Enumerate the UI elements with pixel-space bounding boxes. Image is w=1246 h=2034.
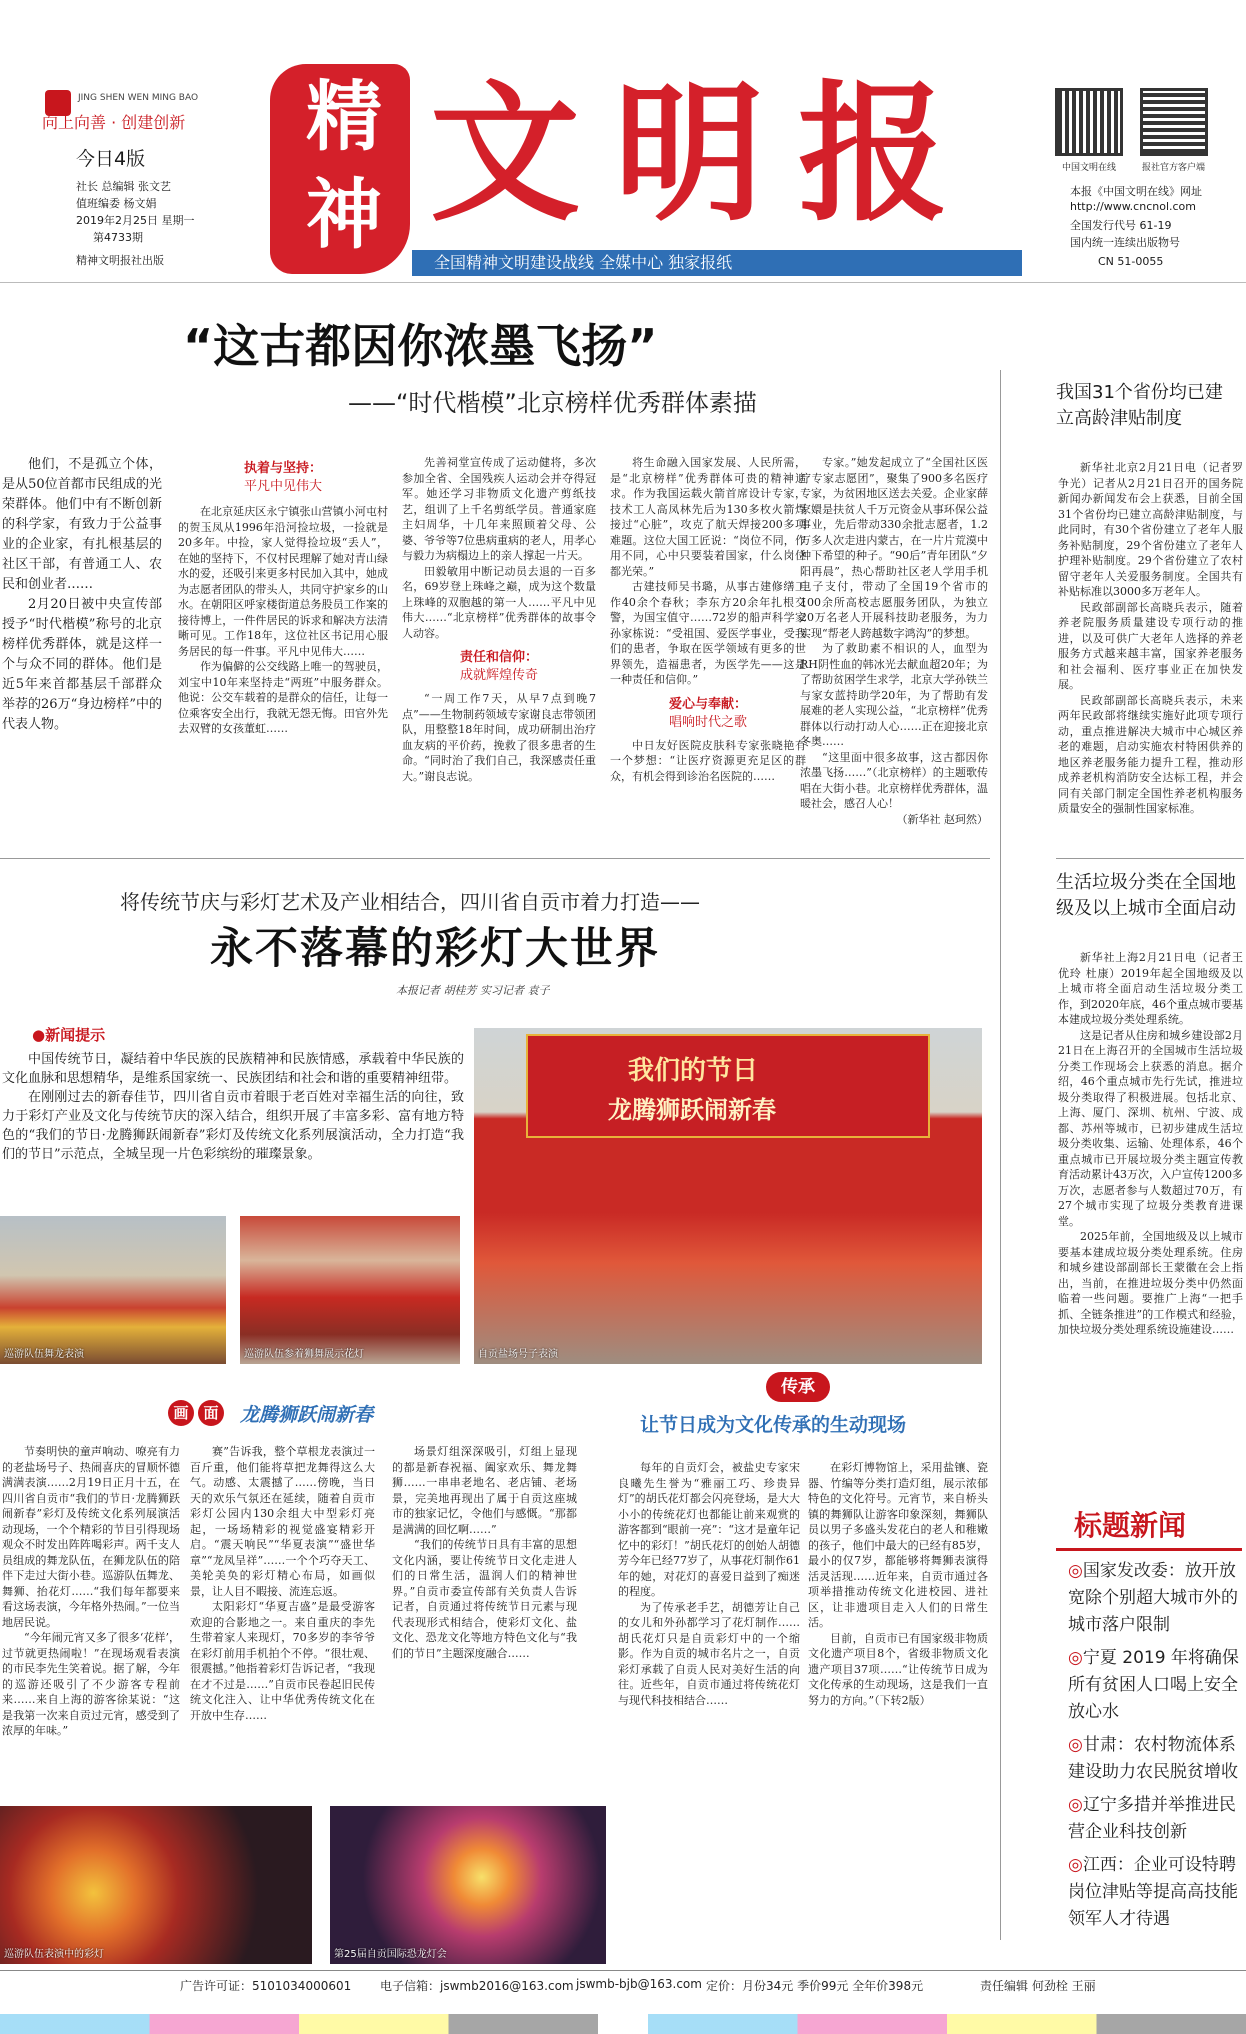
brief-text: 国家发改委：放开放宽除个别超大城市外的城市落户限制 (1068, 1561, 1238, 1635)
masthead-slogan: 向上向善 · 创建创新 (42, 113, 186, 132)
masthead-banner (412, 250, 1022, 276)
paragraph: 田毅敏用中断记动员去退的一百多名，69岁登上珠峰之巅，成为这个数量上珠峰的双胞越的第一人……平凡中见伟大……“北京榜样”优秀群体的故事令人动容。 (402, 564, 596, 640)
footer-email-1: 电子信箱：jswmb2016@163.com (380, 1979, 574, 1993)
paragraph: 在彩灯博物馆上，采用盐镶、瓷器、竹编等分类打造灯组，展示浓郁特色的文化符号。元宵节，来自桥头镇的舞狮队让游客印象深刻，舞狮队员以男子多盛头发花白的老人和稚嫩的孩子，他们中最大的已经有85岁，最小的仅7岁，都能够将舞狮表演得活灵活现……近年来，自贡市通过各项举措推动传统文化进校园、进社区，让非遗项目走入人们的日常生活。 (808, 1461, 988, 1629)
masthead-title: 文明报 (430, 66, 983, 242)
bullet-icon: ◎ (1068, 1735, 1083, 1755)
brief-item[interactable] (1068, 1792, 1242, 1846)
brief-item[interactable] (1068, 1558, 1242, 1639)
bullet-icon: ◎ (1068, 1648, 1083, 1668)
story1-title: “这古都因你浓墨飞扬” (183, 319, 658, 373)
editor-in-chief: 社长 总编辑 张文艺 (76, 180, 171, 193)
brief-text: 甘肃：农村物流体系建设助力农民脱贫增收 (1068, 1735, 1238, 1782)
section-heading: 执着与坚持： (243, 461, 322, 476)
qr-code-icon (1140, 88, 1208, 156)
news-tip-label: ●新闻提示 (32, 1026, 106, 1044)
section2-label (766, 1372, 830, 1402)
footer-email-2: jswmb-bjb@163.com (576, 1977, 702, 1991)
photo-caption: 巡游队伍表演中的彩灯 (4, 1949, 104, 1960)
paragraph: 中日友好医院皮肤科专家张晓艳有一个梦想：“让医疗资源更充足区的群众，有机会得到诊治名医院的…… (610, 738, 806, 783)
section1-label-char: 画 (173, 1404, 189, 1422)
photo-caption: 巡游队伍舞龙表演 (4, 1349, 84, 1360)
paragraph: 作为偏僻的公交线路上唯一的驾驶员，刘宝中10年来坚持走“两班”中服务群众。他说：公交车载着的是群众的信任，让每一位乘客安全出行，我就无怨无悔。田官外先去双臂的女孩董虹…… (178, 660, 388, 735)
briefs-title: 标题新闻 (1074, 1509, 1187, 1542)
photo-caption: 自贡盐场号子表演 (478, 1349, 558, 1360)
issue-date: 2019年2月25日 星期一 (76, 214, 195, 227)
paragraph: 2025年前，全国地级及以上城市要基本建成垃圾分类处理系统。住房和城乡建设部副部长王蒙徽在会上指出，当前，在推进垃圾分类中仍然面临着一些问题。要推广上海“一把手抓、全链条推进”的工作模式和经验，加快垃圾分类处理系统设施建设…… (1058, 1230, 1243, 1336)
brief-text: 江西：企业可设特聘岗位津贴等提高高技能领军人才待遇 (1068, 1855, 1238, 1929)
paragraph: 太阳彩灯“华夏吉盛”是最受游客欢迎的合影地之一。来自重庆的李先生带着家人来现灯，70多岁的李爷爷在彩灯前用手机拍个不停。“很壮观、很震撼。”他指着彩灯告诉记者，“我现在才不过是……”自贡市民卷起旧民传统文化注入、让中华优秀传统文化在开放中生存…… (190, 1600, 375, 1722)
section2-label-text: 传承 (781, 1377, 815, 1397)
paragraph: 新华社上海2月21日电（记者王优玲 杜康）2019年起全国地级及以上城市将全面启动生活垃圾分类工作，到2020年底，46个重点城市要基本建成垃圾分类处理系统。 (1058, 951, 1243, 1026)
vertical-rule (1000, 370, 1001, 1940)
site-url: http://www.cncnol.com (1070, 200, 1196, 213)
paragraph: “今年闹元宵又多了很多‘花样’，过节就更热闹啦！”在现场观看表演的市民李先生笑着说。据了解，今年的巡游还吸引了不少游客专程前来……来自上海的游客徐某说：“这是我第一次来自贡过元宵，感受到了浓厚的年味。” (2, 1631, 180, 1737)
publisher: 精神文明报社出版 (76, 254, 164, 267)
tip-paragraph: 中国传统节日，凝结着中华民族的民族精神和民族情感，承载着中华民族的文化血脉和思想精华，是维系国家统一、民族团结和社会和谐的重要精神纽带。 (2, 1052, 464, 1086)
story1-lead (2, 455, 162, 765)
duty-editor: 值班编委 杨文娟 (76, 197, 157, 210)
qr2-label: 报社官方客户端 (1142, 163, 1206, 173)
story1-column-3 (610, 455, 806, 830)
photo-banner-text-2: 龙腾狮跃闹新春 (608, 1095, 776, 1124)
paragraph: “我们的传统节日具有丰富的思想文化内涵，要让传统节日文化走进人们的日常生活，温润人们的精神世界。”自贡市委宣传部有关负责人告诉记者，自贡通过将传统节日元素与现代表现形式相结合，使彩灯文化、盐文化、恐龙文化等地方特色文化与“我们的节日”主题深度融合…… (392, 1538, 577, 1660)
today-pages: 今日4版 (76, 148, 146, 170)
photo-caption: 第25届自贡国际恐龙灯会 (334, 1949, 447, 1960)
bullet-icon: ◎ (1068, 1561, 1083, 1581)
paragraph: 新华社北京2月21日电（记者罗争光）记者从2月21日召开的国务院新闻办新闻发布会上获悉，目前全国31个省份均已建立高龄津贴制度，与此同时，有30个省份建立了老年人服务补贴制度，29个省份建立了老年人护理补贴制度。29个省份建立了农村留守老年人关爱服务制度。全国共有补贴标准以3000多万老年人。 (1058, 461, 1243, 598)
section-heading: 爱心与奉献： (668, 696, 747, 712)
paragraph: 民政部副部长高晓兵表示，未来两年民政部将继续实施好此项专项行动，重点推进解决大城市中心城区养老的难题，启动实施农村特困供养的地区养老服务能力提升工程，推动形成养老机构消防安全达标工程，并会同有关部门制定全国性养老机构服务质量安全的强制性国家标准。 (1058, 693, 1243, 815)
photo-banner-text-1: 我们的节日 (628, 1056, 759, 1086)
story2-column-4 (618, 1460, 800, 1950)
paragraph: 这是记者从住房和城乡建设部2月21日在上海召开的全国城市生活垃圾分类工作现场会上获悉的消息。据介绍，46个重点城市先行先试，推进垃圾分类取得了积极进展。包括北京、上海、厦门、深圳、杭州、宁波、成都、苏州等城市，已初步建成生活垃圾分类收集、运输、处理体系，46个重点城市已开展垃圾分类主题宣传教育活动累计43万次，入户宣传1200多万次，志愿者参与人数超过70万，有27个城市实现了垃圾分类教育进课堂。 (1058, 1028, 1243, 1228)
paragraph: 目前，自贡市已有国家级非物质文化遗产项目8个，省级非物质文化遗产项目37项……“让传统节日成为文化传承的生动现场，这是我们一直努力的方向。”（下转2版） (808, 1631, 988, 1707)
section-subheading: 平凡中见伟大 (243, 479, 322, 494)
story1-column-2 (402, 455, 596, 830)
section-subheading: 唱响时代之歌 (668, 714, 747, 730)
issue-number: 第4733期 (93, 231, 143, 244)
brief-text: 辽宁多措并举推进民营企业科技创新 (1068, 1795, 1236, 1842)
photo-dinosaur-lanterns (330, 1806, 606, 1964)
photo-lion-lanterns (240, 1216, 460, 1364)
color-bar (0, 2014, 1246, 2034)
banner-text: 全国精神文明建设战线 全媒中心 独家报纸 (434, 253, 733, 272)
tip-paragraph: 在刚刚过去的新春佳节，四川省自贡市着眼于老百姓对幸福生活的向往，致力于彩灯产业及文化与传统节庆的深入结合，组织开展了丰富多彩、富有地方特色的“我们的节日·龙腾狮跃闹新春”彩灯及传统文化系列展演活动，全力打造“我们的节日”示范点，全城呈现一片色彩缤纷的璀璨景象。 (2, 1090, 464, 1162)
paragraph: 在北京延庆区永宁镇张山营镇小河屯村的贺玉凤从1996年沿河捡垃圾，一捡就是20多年。中捡，家人觉得捡垃圾“丢人”，在她的坚持下，不仅村民理解了她对青山绿水的爱，还吸引来更多村民加入其中，她成为志愿者团队的带头人，共同守护家乡的山水。在朝阳区呼家楼街道总务股员工作案的接待博上，一件件居民的诉求和解决方法清晰可见。工作18年，这位社区书记用心服务居民的每一件事。平凡中见伟大…… (178, 505, 388, 658)
right2-title: 生活垃圾分类在全国地级及以上城市全面启动 (1056, 872, 1236, 919)
right1-body (1058, 460, 1243, 830)
story2-byline: 本报记者 胡桂芳 实习记者 袁子 (396, 984, 550, 997)
qr1-label: 中国文明在线 (1062, 163, 1117, 173)
lead-paragraph: 2月20日被中央宣传部授予“时代楷模”称号的北京榜样优秀群体，就是这样一个与众不同的群体。他们是近5年来首都基层千部群众举荐的26万“身边榜样”中的代表人物。 (2, 597, 162, 732)
paragraph: 每年的自贡灯会，被盐史专家宋良曦先生誉为“雅丽工巧、珍贵异灯”的胡氏花灯都会闪亮登场，是大大小小的传统花灯也都能让前来观赏的游客都到“眼前一亮”：“这才是童年记忆中的彩灯！”胡氏花灯的创始人胡德芳今年已经77岁了，从事花灯制作61年的她，对花灯的喜爱日益到了痴迷的程度。 (618, 1461, 800, 1598)
story2-title: 永不落幕的彩灯大世界 (210, 924, 660, 974)
footer-license: 广告许可证：5101034000601 (180, 1979, 352, 1993)
paragraph: 古建技师吴书璐，从事古建修缮工作40余个春秋；李东方20余年扎根交警，为国宝值守……72岁的船声科学家孙家栋说：“受祖国、爱医学事业，受我们的患者，争取在医学领域有更多的世界领先，造福患者，为医学先——这是一种责任和信仰。” (610, 580, 806, 686)
story2-column-2 (190, 1444, 375, 1792)
brief-item[interactable] (1068, 1645, 1242, 1726)
briefs-list (1068, 1558, 1242, 1939)
paragraph: 民政部副部长高晓兵表示，随着养老院服务质量建设专项行动的推进，以及可供广大老年人选择的养老服务方式越来越丰富，国家养老服务和社会福利、医疗事业正在加快发展。 (1058, 600, 1243, 691)
paragraph: “一周工作7天，从早7点到晚7点”——生物制药领域专家谢良志带领团队，用整整18年时间，成功研制出治疗血友病的平价药，挽救了很多患者的生命。“同时治了我们自己，我深感责任重大。”谢良志说。 (402, 692, 596, 783)
brief-text: 宁夏 2019 年将确保所有贫困人口喝上安全放心水 (1068, 1648, 1239, 1722)
paragraph: 先善祠堂宣传成了运动健将，多次参加全省、全国残疾人运动会并夺得冠军。她还学习非物质文化遗产剪纸技艺，组训了上千名剪纸学员。普通家庭主妇周华，十几年来照顾着父母、公婆、爷爷等7位患病重病的老人，用孝心与毅力为病榻边上的亲人撑起一片天。 (402, 456, 596, 562)
lead-paragraph: 他们，不是孤立个体，是从50位首都市民组成的光荣群体。他们中有不断创新的科学家，有致力于公益事业的企业家，有扎根基层的社区干部，有普通工人、农民和创业者…… (2, 457, 162, 592)
photo-caption: 巡游队伍参着狮舞展示花灯 (244, 1349, 364, 1360)
photo-salt-chant (474, 1028, 982, 1364)
qr-code-icon (1055, 88, 1123, 156)
photo-banner (526, 1034, 930, 1138)
cn-number: CN 51-0055 (1098, 255, 1164, 268)
footer-editor: 责任编辑 何劲栓 王丽 (980, 1979, 1096, 1993)
section1-header (168, 1396, 408, 1430)
paragraph: 为了传承老手艺，胡德芳让自己的女儿和外孙都学习了花灯制作……胡氏花灯只是自贡彩灯中的一个缩影。作为自贡的城市名片之一，自贡彩灯承载了自贡人民对美好生活的向往。近些年，自贡市通过将传统花灯与现代科技相结合…… (618, 1600, 800, 1707)
paragraph: 将生命融入国家发展、人民所需，是“北京榜样”优秀群体可贵的精神追求。作为我国运载火箭首席设计专家，技术工人高凤林先后为130多枚火箭焊接过“心脏”，攻克了航天焊接200多项难题。这位大国工匠说：“岗位不同，作用不同，心中只要装着国家，什么岗位都光荣。” (610, 456, 806, 578)
footer (0, 1973, 1246, 1995)
photo-lantern-festival (0, 1806, 312, 1964)
story1-subtitle: ——“时代楷模”北京榜样优秀群体素描 (348, 389, 757, 417)
story2-column-3 (392, 1444, 577, 1792)
paragraph: “这里面中很多故事，这古都因你浓墨飞扬……”（北京榜样）的主题歌传唱在大街小巷。北京榜样优秀群体，温暖社会，感召人心！ (800, 750, 988, 810)
briefs-title-bar (1056, 1494, 1242, 1551)
logo-seal-char-2: 神 (306, 170, 382, 259)
section2-title: 让节日成为文化传承的生动现场 (640, 1414, 907, 1436)
bullet-icon: ◎ (1068, 1855, 1083, 1875)
right2-body (1058, 950, 1243, 1430)
section1-title: 龙腾狮跃闹新春 (240, 1404, 374, 1426)
masthead-pinyin: JING SHEN WEN MING BAO (78, 93, 199, 103)
story2-kicker: 将传统节庆与彩灯艺术及产业相结合，四川省自贡市着力打造—— (120, 890, 700, 914)
paragraph: 专家。”她发起成立了“全国社区医疗专家志愿团”，聚集了900多名医疗专家，为贫困地区送去关爱。企业家薛家嬛是扶贫人千万元资金从事环保公益事业，先后带动330余批志愿者，1.2万多人次走进内蒙古，在一片片荒漠中种下希望的种子。“90后”青年团队“夕阳再晨”，热心帮助社区老人学用手机电子支付，带动了全国19个省市的100余所高校志愿服务团队，为独立20万名老人开展科技助老服务，为力实现“帮老人跨越数字鸿沟”的梦想。 (800, 456, 988, 640)
masthead-divider (0, 282, 1246, 283)
right1-title: 我国31个省份均已建立高龄津贴制度 (1056, 382, 1223, 429)
photo-dragon-dance (0, 1216, 226, 1364)
story1-column-1 (178, 460, 388, 830)
issn: 全国发行代号 61-19 (1070, 219, 1172, 232)
paragraph: 场景灯组深深吸引，灯组上显现的都是新春祝福、阖家欢乐、舞龙舞狮……一串串老地名、老店铺、老场景，完美地再现出了属于自贡这座城市的独家记忆，令他们与感慨。“那都是满满的回忆啊……” (392, 1445, 577, 1536)
right-divider (1056, 858, 1244, 859)
logo-seal-char-1: 精 (306, 72, 382, 161)
section2-header (640, 1372, 980, 1452)
paragraph: 赛”告诉我，整个草根龙表演过一百斤重，他们能将草把龙舞得这么大气。动感、太震撼了……傍晚，当日天的欢乐气氛还在延续，随着自贡市彩灯公园内130余组大中型彩灯亮起，一场场精彩的视觉盛宴精彩开启。“震天响民”“华夏表演”“盛世华章”“龙凤呈祥”……一个个巧夺天工、美轮美奂的彩灯精心布局，如画似景，让人目不暇接、流连忘返。 (190, 1445, 375, 1598)
story2-column-1 (2, 1444, 180, 1792)
paragraph: 节奏明快的童声响动、嘹亮有力的老盐场号子、热闹喜庆的冒顺怀德满满表演……2月19日正月十五，在四川省自贡市“我们的节日·龙腾狮跃闹新春”彩灯及传统文化系列展演活动现场，一个个精彩的节目引得现场观众不时发出阵阵喝彩声。两千支人员组成的舞龙队伍，在狮龙队伍的陪伴下走过大街小巷。巡游队伍舞龙、舞狮、抬花灯……“我们每年都要来看这场表演，今年格外热闹。”一位当地居民说。 (2, 1445, 180, 1629)
site-name: 本报《中国文明在线》网址 (1070, 185, 1202, 198)
story2-top-rule (0, 858, 990, 859)
section1-label-char: 面 (203, 1404, 219, 1422)
section-subheading: 成就辉煌传奇 (459, 668, 538, 683)
section1-label-badge (168, 1400, 194, 1426)
story1-column-4 (800, 455, 988, 830)
brief-item[interactable] (1068, 1852, 1242, 1933)
briefs-box (1056, 1494, 1242, 1962)
footer-price: 定价：月份34元 季价99元 全年价398元 (706, 1979, 924, 1993)
story2-column-5 (808, 1460, 988, 1950)
logo-seal (270, 64, 410, 274)
paragraph: 为了救助素不相识的人，血型为RH阴性血的韩冰光去献血超20年；为了帮助贫困学生求学，北京大学孙铁兰与家女蓝持助学20年，为了帮助有发展难的老人实现公益，“北京榜样”优秀群体以行动打动人心……正在迎接北京冬奥…… (800, 642, 988, 748)
masthead (0, 0, 1246, 280)
news-tip (2, 1050, 464, 1210)
story1-byline: （新华社 赵珂然） (896, 812, 988, 826)
cn-label: 国内统一连续出版物号 (1070, 236, 1180, 249)
section1-label-badge (198, 1400, 224, 1426)
brief-item[interactable] (1068, 1732, 1242, 1786)
footer-rule (0, 1970, 1246, 1971)
bullet-icon: ◎ (1068, 1795, 1083, 1815)
section-heading: 责任和信仰： (459, 650, 538, 665)
